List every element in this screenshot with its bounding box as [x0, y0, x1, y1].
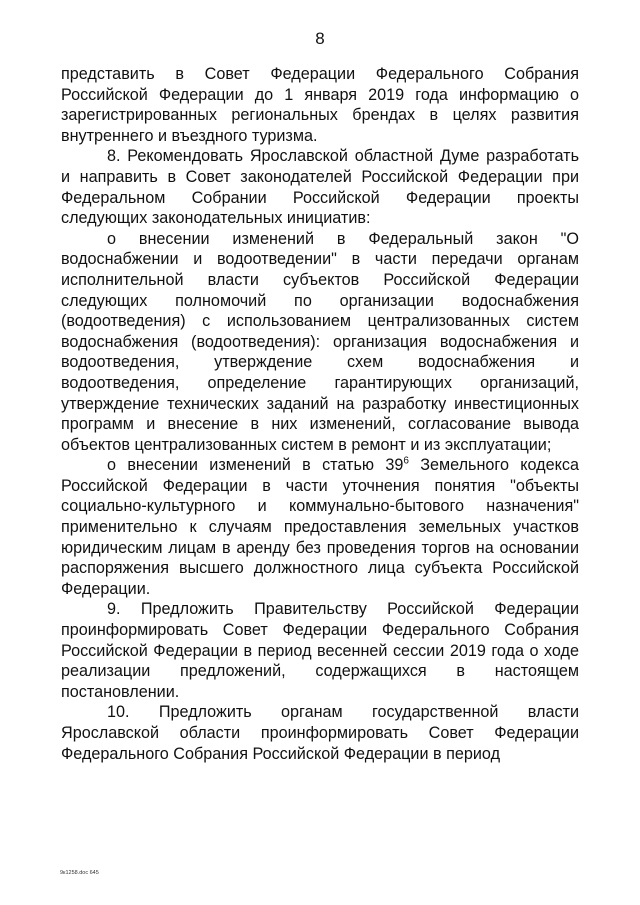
paragraph-item-9: 9. Предложить Правительству Российской Федерации проинформировать Совет Федерации Федерального Собрания Российской Федерации в период весенней сессии 2019 года о ходе реализации предложений, содержащихся в настоящем постановлении.: [61, 600, 579, 701]
paragraph-water-supply-law: о внесении изменений в Федеральный закон "О водоснабжении и водоотведении" в части передачи органам исполнительной власти субъектов Российской Федерации следующих полномочий по организации водоснабжения (водоотведения) с использованием централизованных систем водоснабжения (водоотведения): организация водоснабжения и водоотведения, утверждение схем водоснабжения и водоотведения, определение гарантирующих организаций, утверждение технических заданий на разработку инвестиционных программ и внесение в них изменений, согласование вывода объектов централизованных систем в ремонт и из эксплуатации;: [61, 229, 579, 454]
article-superscript: 6: [403, 455, 409, 467]
document-body: [61, 64, 579, 764]
paragraph-tourism-brands: представить в Совет Федерации Федерального Собрания Российской Федерации до 1 января 2019 года информацию о зарегистрированных региональных брендах в целях развития внутреннего и въездного туризма.: [61, 65, 579, 145]
paragraph-land-code: [61, 455, 579, 599]
footer-document-code: 9к1258.doc 645: [60, 870, 99, 876]
land-code-text-before: о внесении изменений в статью 39: [107, 456, 404, 475]
land-code-text-after: Земельного кодекса Российской Федерации в части уточнения понятия "объекты социально-культурного и коммунально-бытового назначения" применительно к случаям предоставления земельных участков юридическим лицам в аренду без проведения торгов на основании распоряжения высшего должностного лица субъекта Российской Федерации.: [61, 456, 579, 598]
page-number: 8: [315, 29, 325, 48]
paragraph-item-8: 8. Рекомендовать Ярославской областной Думе разработать и направить в Совет законодателей Российской Федерации при Федеральном Собрании Российской Федерации проекты следующих законодательных инициатив:: [61, 147, 579, 228]
paragraph-item-10: 10. Предложить органам государственной власти Ярославской области проинформировать Совет Федерации Федерального Собрания Российской Федерации в период: [61, 703, 579, 763]
